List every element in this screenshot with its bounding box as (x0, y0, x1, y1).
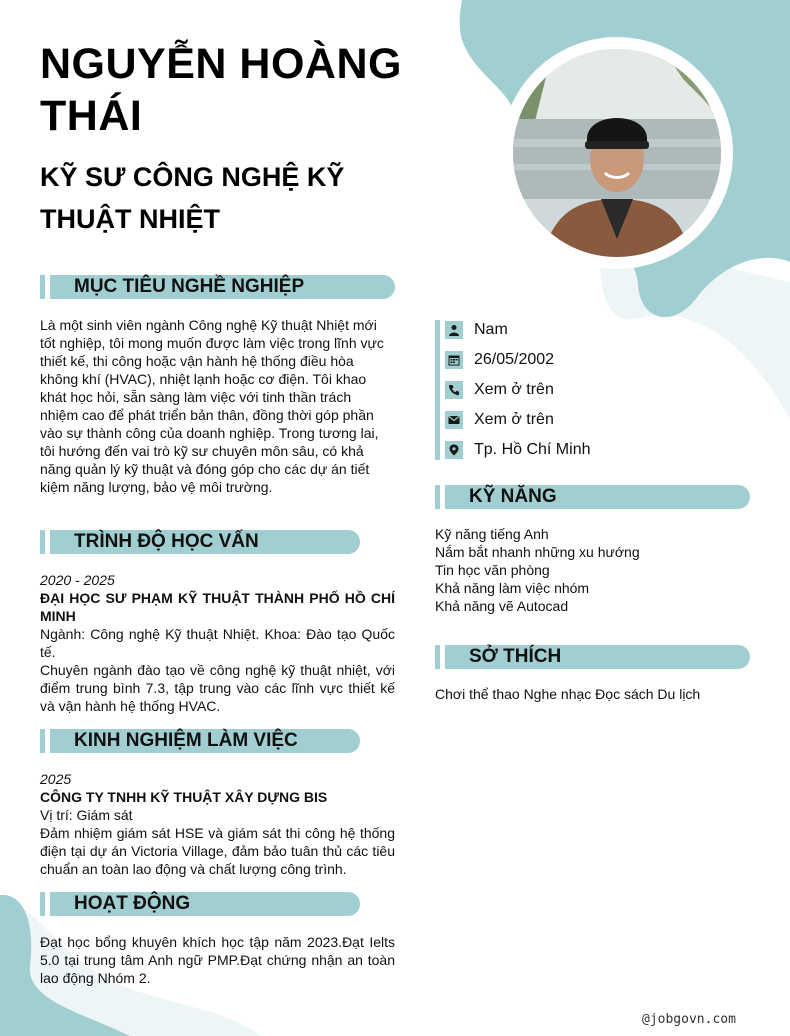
experience-heading: KINH NGHIỆM LÀM VIỆC (50, 729, 360, 753)
profile-photo-illustration (513, 49, 721, 257)
activities-text: Đạt học bổng khuyên khích học tập năm 2023.Đạt Ielts 5.0 tại trung tâm Anh ngữ PMP.Đạt chứng nhận an toàn lao động Nhóm 2. (40, 934, 395, 986)
education-block (40, 571, 395, 715)
info-row-gender (445, 319, 508, 341)
skills-heading: KỸ NĂNG (445, 485, 750, 509)
objective-heading: MỤC TIÊU NGHỀ NGHIỆP (50, 275, 395, 299)
gender-value: Nam (474, 321, 508, 338)
personal-info-bar (435, 320, 440, 460)
experience-description: Đảm nhiệm giám sát HSE và giám sát thi công hệ thống điện tại dự án Victoria Village, đảm bảo tuân thủ các tiêu chuẩn an toàn lao động và chất lượng công trình. (40, 825, 395, 877)
phone-value: Xem ở trên (474, 381, 554, 398)
skill-item: Kỹ năng tiếng Anh (435, 526, 549, 542)
job-title: KỸ SƯ CÔNG NGHỆ KỸ THUẬT NHIỆT (40, 162, 345, 234)
objective-text: Là một sinh viên ngành Công nghệ Kỹ thuật Nhiệt mới tốt nghiệp, tôi mong muốn được làm việc trong lĩnh vực thiết kế, thi công hoặc vận hành hệ thống điều hòa không khí (HVAC), nhiệt lạnh hoặc cơ điện. Tôi khao khát học hỏi, sẵn sàng làm việc với tinh thần trách nhiệm cao để phát triển bản thân, đồng thời góp phần vào sự thành công của doanh nghiệp. Trong tương lai, tôi hướng đến vai trò kỹ sư chuyên môn sâu, có khả năng quản lý kỹ thuật và đóng góp cho các dự án tiết kiệm năng lượng, bảo vệ môi trường. (40, 317, 384, 495)
activities-heading: HOẠT ĐỘNG (50, 892, 360, 916)
profile-photo (513, 49, 721, 257)
hobbies-text: Chơi thể thao Nghe nhạc Đọc sách Du lịch (435, 686, 701, 702)
birthday-value: 26/05/2002 (474, 351, 555, 368)
skill-item: Khả năng làm việc nhóm (435, 580, 590, 596)
skill-item: Tin học văn phòng (435, 562, 550, 578)
hobbies-heading: SỞ THÍCH (445, 645, 750, 669)
skills-list (435, 525, 755, 615)
skill-item: Khả năng vẽ Autocad (435, 598, 569, 614)
experience-position: Vị trí: Giám sát (40, 807, 133, 823)
mail-icon (445, 411, 463, 429)
experience-block (40, 770, 395, 878)
education-school: ĐẠI HỌC SƯ PHẠM KỸ THUẬT THÀNH PHỐ HỒ CHÍ MINH (40, 590, 395, 624)
address-value: Tp. Hồ Chí Minh (474, 441, 591, 458)
watermark: @jobgovn.com (642, 1012, 736, 1027)
education-heading: TRÌNH ĐỘ HỌC VẤN (50, 530, 360, 554)
email-value: Xem ở trên (474, 411, 554, 428)
info-row-address (445, 439, 590, 461)
education-period: 2020 - 2025 (40, 572, 115, 588)
experience-company: CÔNG TY TNHH KỸ THUẬT XÂY DỰNG BIS (40, 789, 328, 805)
skill-item: Nắm bắt nhanh những xu hướng (435, 544, 640, 560)
education-description: Chuyên ngành đào tạo về công nghệ kỹ thuật nhiệt, với điểm trung bình 7.3, tập trung vào các lĩnh vực thiết kế và vận hành hệ thống HVAC. (40, 662, 395, 714)
experience-period: 2025 (40, 771, 72, 787)
phone-icon (445, 381, 463, 399)
person-icon (445, 321, 463, 339)
candidate-name: NGUYỄN HOÀNG THÁI (40, 40, 402, 140)
info-row-phone (445, 379, 554, 401)
location-pin-icon (445, 441, 463, 459)
info-row-birthday (445, 349, 554, 371)
education-major: Ngành: Công nghệ Kỹ thuật Nhiệt. Khoa: Đào tạo Quốc tế. (40, 626, 395, 660)
calendar-icon (445, 351, 463, 369)
info-row-email (445, 409, 554, 431)
